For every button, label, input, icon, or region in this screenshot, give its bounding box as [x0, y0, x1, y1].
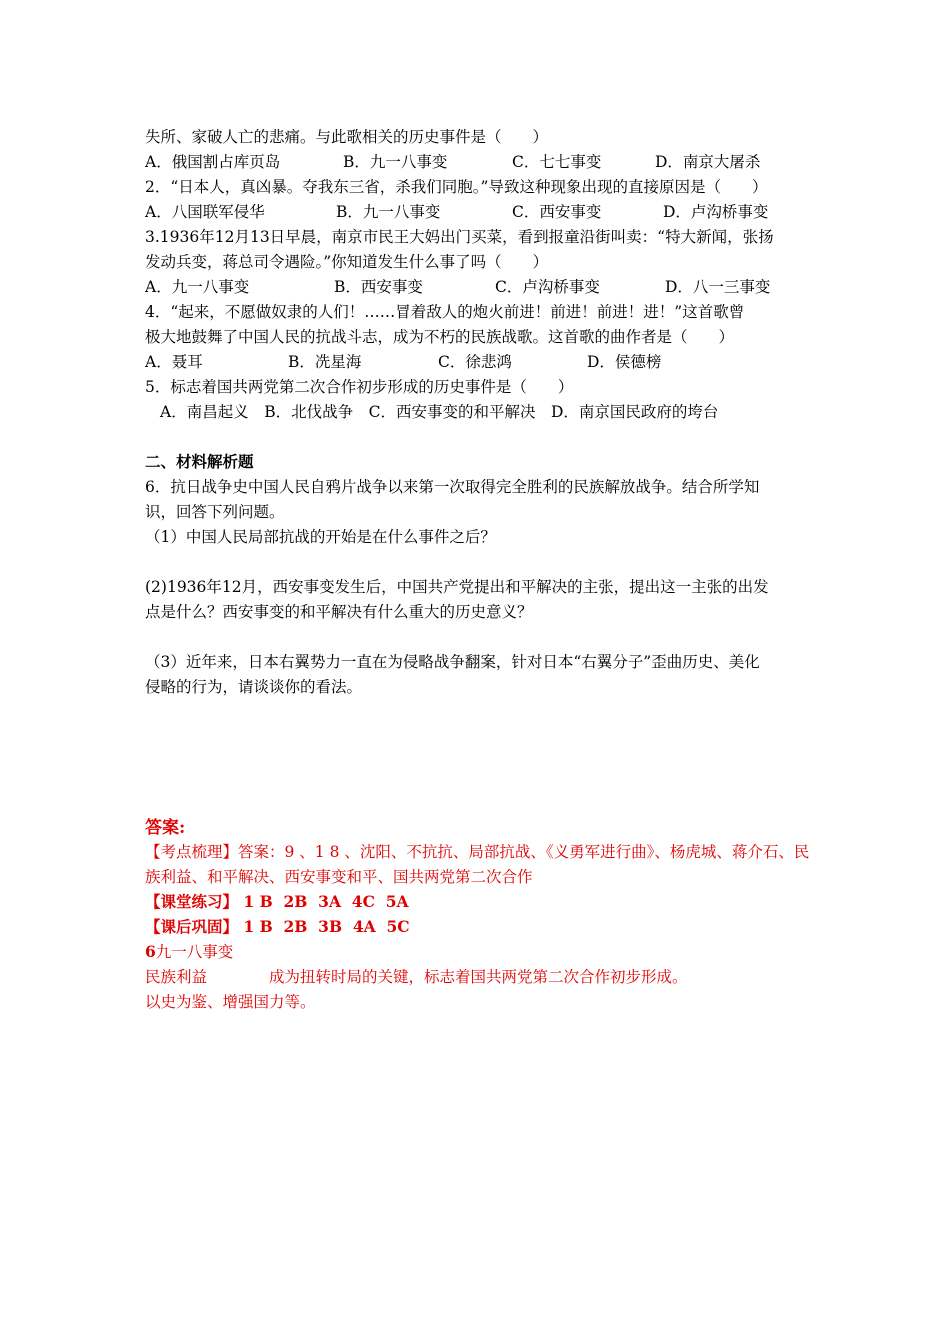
section2-heading: 二、材料解析题 [145, 452, 254, 471]
q6-sub3-line1: （3）近年来，日本右翼势力一直在为侵略战争翻案，针对日本“右翼分子”歪曲历史、美化 [145, 653, 760, 671]
answer-6-number: 6 [145, 942, 156, 961]
q1-option-b: B．九一八事变 [343, 153, 448, 171]
q1-stem: 失所、家破人亡的悲痛。与此歌相关的历史事件是（ ） [145, 128, 549, 146]
q3-option-a: A．九一八事变 [145, 278, 250, 296]
q2-option-b: B．九一八事变 [336, 203, 441, 221]
q1-option-c: C．七七事变 [512, 153, 602, 171]
q3-stem-line1: 3.1936年12月13日早晨，南京市民王大妈出门买菜，看到报童沿街叫卖：“特大新闻，张扬 [145, 228, 774, 246]
q4-option-a: A．聂耳 [145, 353, 203, 371]
q3-stem-line2: 发动兵变，蒋总司令遇险。”你知道发生什么事了吗（ ） [145, 253, 549, 271]
q4-stem-line2: 极大地鼓舞了中国人民的抗战斗志，成为不朽的民族战歌。这首歌的曲作者是（ ） [145, 328, 735, 346]
q2-option-d: D．卢沟桥事变 [663, 203, 769, 221]
answers-homework-values: 1 B 2B 3B 4A 5C [243, 917, 410, 936]
q6-stem-line2: 识，回答下列问题。 [145, 503, 285, 521]
q4-stem-line1: 4．“起来，不愿做奴隶的人们！……冒着敌人的炮火前进！前进！前进！进！”这首歌曾 [145, 303, 745, 321]
q3-option-c: C．卢沟桥事变 [495, 278, 600, 296]
q3-option-b: B．西安事变 [334, 278, 423, 296]
q4-options [145, 352, 805, 374]
q2-stem: 2．“日本人，真凶暴。夺我东三省，杀我们同胞。”导致这种现象出现的直接原因是（ ） [145, 178, 768, 196]
answer-6-text: 九一八事变 [155, 943, 234, 961]
q6-stem-line1: 6．抗日战争史中国人民自鸦片战争以来第一次取得完全胜利的民族解放战争。结合所学知 [145, 478, 760, 496]
q6-sub3-line2: 侵略的行为，请谈谈你的看法。 [145, 678, 363, 696]
answers-homework [145, 917, 410, 939]
answer-6-line1 [145, 942, 233, 964]
q2-option-c: C．西安事变 [512, 203, 602, 221]
answer-6-line2-a: 民族利益 [145, 968, 208, 986]
q6-sub2-line1: (2)1936年12月，西安事变发生后，中国共产党提出和平解决的主张，提出这一主张的出发 [145, 578, 769, 596]
q1-option-a: A．俄国割占库页岛 [145, 153, 281, 171]
q5-options: A．南昌起义 B．北伐战争 C．西安事变的和平解决 D．南京国民政府的垮台 [160, 403, 719, 421]
q2-options [145, 202, 805, 224]
q5-stem: 5．标志着国共两党第二次合作初步形成的历史事件是（ ） [145, 378, 574, 396]
answers-practice-values: 1 B 2B 3A 4C 5A [243, 892, 409, 911]
q6-sub1: （1）中国人民局部抗战的开始是在什么事件之后？ [145, 528, 496, 546]
q1-options [145, 152, 805, 174]
q6-sub2-line2: 点是什么？西安事变的和平解决有什么重大的历史意义？ [145, 603, 533, 621]
answers-title: 答案: [145, 818, 186, 838]
answers-review-line2: 族利益、和平解决、西安事变和平、国共两党第二次合作 [145, 868, 533, 886]
q4-option-d: D．侯德榜 [587, 353, 662, 371]
q3-option-d: D．八一三事变 [665, 278, 771, 296]
q4-option-c: C．徐悲鸿 [438, 353, 512, 371]
q3-options [145, 277, 805, 299]
answer-6-line2 [145, 967, 688, 989]
answers-review-line1: 【考点梳理】答案：9 、1 8 、沈阳、不抗抗、局部抗战、《义勇军进行曲》、杨虎城、蒋介石、民 [145, 843, 810, 861]
answers-practice-label: 【课堂练习】 [145, 892, 239, 911]
q1-option-d: D．南京大屠杀 [655, 153, 761, 171]
answer-6-line2-b: 成为扭转时局的关键，标志着国共两党第二次合作初步形成。 [269, 968, 688, 986]
answer-6-line3: 以史为鉴、增强国力等。 [145, 993, 316, 1011]
answers-practice [145, 892, 409, 914]
answers-homework-label: 【课后巩固】 [145, 917, 239, 936]
q2-option-a: A．八国联军侵华 [145, 203, 265, 221]
q4-option-b: B．冼星海 [288, 353, 362, 371]
